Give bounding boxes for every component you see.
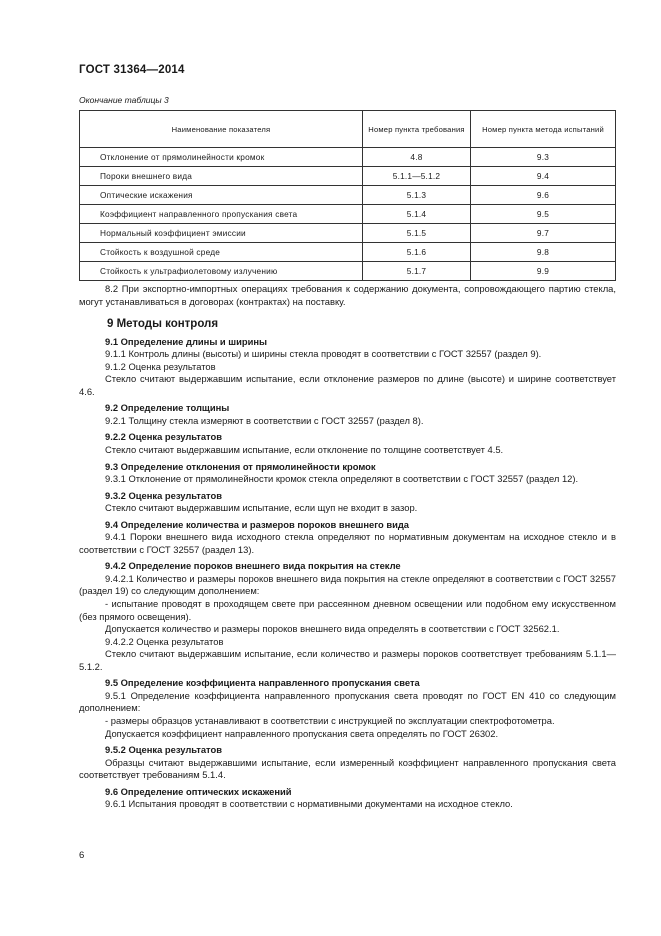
paragraph: 9.5.1 Определение коэффициента направленного пропускания света проводят по ГОСТ EN 410 со следующим дополнением: (79, 689, 616, 714)
subsection-heading: 9.2.2 Оценка результатов (105, 431, 223, 443)
table-cell: Стойкость к воздушной среде (80, 243, 363, 262)
table-cell: 5.1.6 (363, 243, 471, 262)
table-row (80, 167, 616, 186)
table-cell: Нормальный коэффициент эмиссии (80, 224, 363, 243)
paragraph: 9.1.2 Оценка результатов (105, 360, 216, 372)
column-header: Номер пункта метода испытаний (471, 111, 616, 148)
table-cell: Коэффициент направленного пропускания света (80, 205, 363, 224)
paragraph: Стекло считают выдержавшим испытание, если щуп не входит в зазор. (105, 502, 418, 514)
table-cell: 9.4 (471, 167, 616, 186)
paragraph: Стекло считают выдержавшим испытание, если отклонение размеров по длине (высоте) и ширине соответствует 4.6. (79, 373, 616, 397)
table-row (80, 224, 616, 243)
section-heading: 9 Методы контроля (107, 318, 219, 331)
paragraph: Стекло считают выдержавшим испытание, если количество и размеры пороков соответствует требованиям 5.1.1—5.1.2. (79, 648, 616, 672)
table-cell: Пороки внешнего вида (80, 167, 363, 186)
table-cell: 4.8 (363, 148, 471, 167)
table-cell: 9.8 (471, 243, 616, 262)
document-header: ГОСТ 31364—2014 (79, 64, 185, 76)
table-cell: 5.1.3 (363, 186, 471, 205)
paragraph: 9.1.1 Контроль длины (высоты) и ширины стекла проводят в соответствии с ГОСТ 32557 (раздел 9). (105, 348, 542, 360)
subsection-heading: 9.2 Определение толщины (105, 402, 230, 414)
subsection-heading: 9.3 Определение отклонения от прямолинейности кромок (105, 460, 376, 472)
subsection-heading: 9.1 Определение длины и ширины (105, 335, 268, 347)
paragraph: 8.2 При экспортно-импортных операциях требования к содержанию документа, сопровождающего партию стекла, могут устанавливаться в договорах (контрактах) на поставку. (79, 283, 616, 307)
table-cell: 9.3 (471, 148, 616, 167)
column-header: Номер пункта требования (363, 111, 471, 148)
document-body (79, 283, 616, 811)
subsection-heading: 9.6 Определение оптических искажений (105, 785, 292, 797)
table-row (80, 205, 616, 224)
table-row (80, 262, 616, 281)
paragraph: Образцы считают выдержавшими испытание, если измеренный коэффициент направленного пропускания света соответствует требованиям 5.1.4. (79, 756, 616, 781)
paragraph: - размеры образцов устанавливают в соответствии с инструкцией по эксплуатации спектрофотометра. (105, 714, 555, 726)
table-caption: Окончание таблицы 3 (79, 95, 169, 105)
table-cell: 9.7 (471, 224, 616, 243)
table-row (80, 148, 616, 167)
paragraph: Допускается количество и размеры пороков внешнего вида определять в соответствии с ГОСТ 32562.1. (105, 623, 560, 635)
page-number: 6 (79, 850, 85, 861)
table-cell: 5.1.4 (363, 205, 471, 224)
table-cell: 5.1.5 (363, 224, 471, 243)
paragraph: 9.6.1 Испытания проводят в соответствии с нормативными документами на исходное стекло. (105, 798, 513, 810)
table-cell: 9.6 (471, 186, 616, 205)
paragraph: 9.4.1 Пороки внешнего вида исходного стекла определяют по нормативным документам на исходное стекло и в соответствии с ГОСТ 32557 (раздел 13). (79, 531, 616, 555)
table-cell: 9.5 (471, 205, 616, 224)
subsection-heading: 9.4 Определение количества и размеров пороков внешнего вида (105, 518, 410, 530)
paragraph: 9.4.2.1 Количество и размеры пороков внешнего вида покрытия на стекле определяют в соответствии с ГОСТ 32557 (раздел 19) со следующим дополнением: (79, 572, 616, 597)
subsection-heading: 9.5.2 Оценка результатов (105, 744, 223, 756)
subsection-heading: 9.4.2 Определение пороков внешнего вида покрытия на стекле (105, 560, 401, 572)
table-cell: 5.1.7 (363, 262, 471, 281)
table-cell: Стойкость к ультрафиолетовому излучению (80, 262, 363, 281)
table-cell: 9.9 (471, 262, 616, 281)
table-cell: Оптические искажения (80, 186, 363, 205)
paragraph: 9.3.1 Отклонение от прямолинейности кромок стекла определяют в соответствии с ГОСТ 32557 (раздел 12). (105, 473, 579, 485)
table-cell: 5.1.1—5.1.2 (363, 167, 471, 186)
table-row (80, 186, 616, 205)
subsection-heading: 9.3.2 Оценка результатов (105, 489, 223, 501)
paragraph: Допускается коэффициент направленного пропускания света определять по ГОСТ 26302. (105, 727, 499, 739)
paragraph: 9.2.1 Толщину стекла измеряют в соответствии с ГОСТ 32557 (раздел 8). (105, 414, 424, 426)
table-cell: Отклонение от прямолинейности кромок (80, 148, 363, 167)
paragraph: 9.4.2.2 Оценка результатов (105, 635, 224, 647)
paragraph: - испытание проводят в проходящем свете при рассеянном дневном освещении или подобном ему искусственном (без прямого освещения). (79, 598, 616, 622)
column-header: Наименование показателя (80, 111, 363, 148)
subsection-heading: 9.5 Определение коэффициента направленного пропускания света (105, 677, 420, 689)
table-row (80, 243, 616, 262)
requirements-table (79, 110, 616, 281)
table-header-row (80, 111, 616, 148)
paragraph: Стекло считают выдержавшим испытание, если отклонение по толщине соответствует 4.5. (105, 444, 504, 456)
